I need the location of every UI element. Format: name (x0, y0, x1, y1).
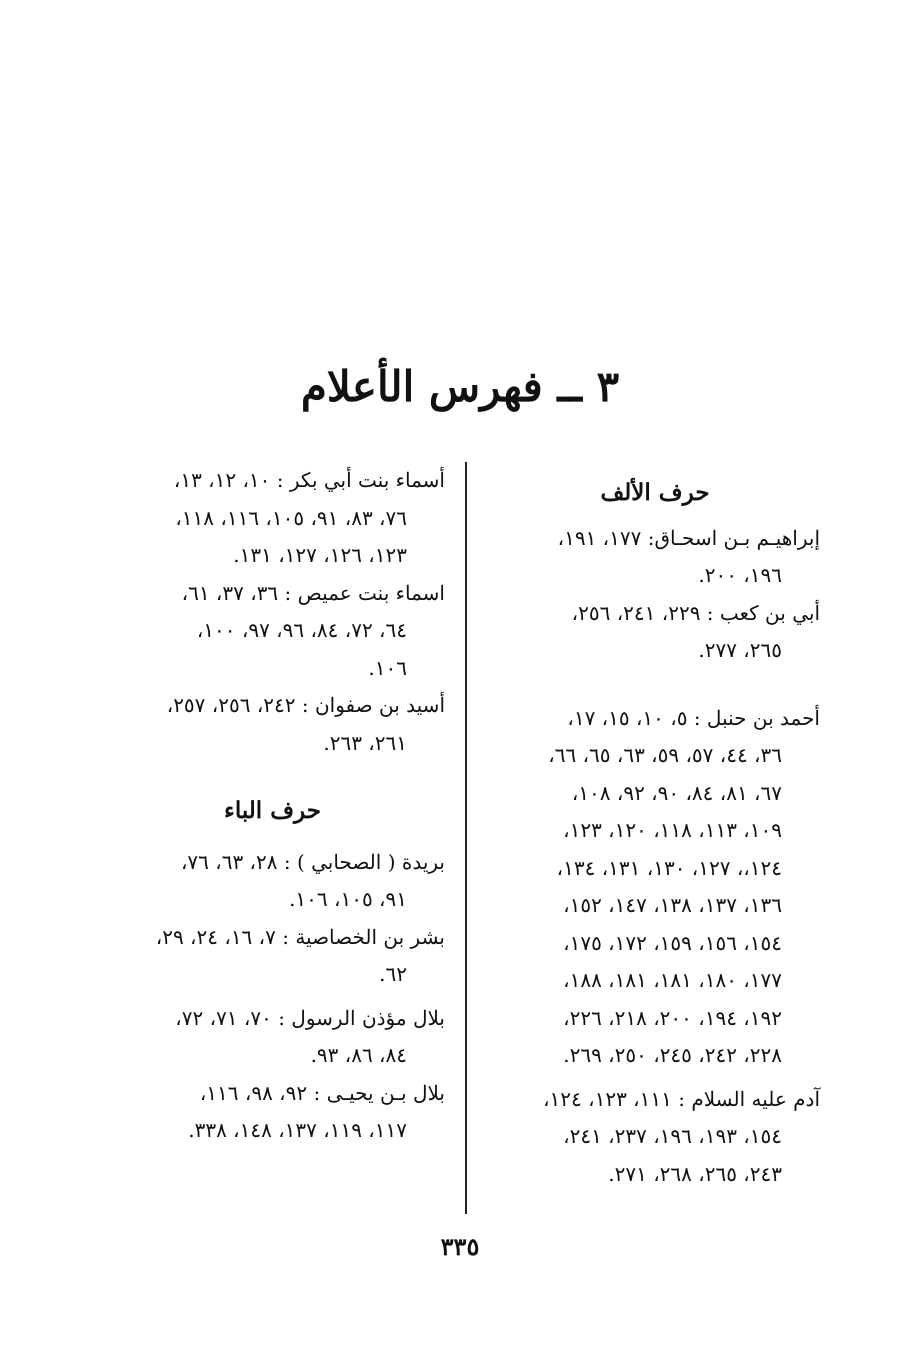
entry-line: بشر بن الخصاصية : ٧، ١٦، ٢٤، ٢٩، (155, 924, 445, 949)
index-entry (100, 1000, 445, 1075)
entry-line: ٦٢. (379, 962, 407, 986)
entry-line: أبي بن كعب : ٢٢٩، ٢٤١، ٢٥٦، (571, 600, 820, 625)
entry-line: ١٠٦. (368, 655, 407, 680)
entry-line: أحمد بن حنبل : ٥، ١٠، ١٥، ١٧، (567, 705, 820, 730)
index-entry (100, 919, 445, 994)
entry-line: ١٩٢، ١٩٤، ٢٠٠، ٢١٨، ٢٢٦، (563, 1005, 782, 1030)
entry-line: ٢٦١، ٢٦٣. (323, 730, 407, 755)
entry-line: ٧٦، ٨٣، ٩١، ١٠٥، ١١٦، ١١٨، (175, 505, 407, 530)
entry-line: ١٢٤،، ١٢٧، ١٣٠، ١٣١، ١٣٤، (556, 855, 782, 880)
entry-line: ١٧٧، ١٨٠، ١٨١، ١٨١، ١٨٨، (563, 968, 782, 992)
entry-line: إبراهيـم بـن اسحـاق: ١٧٧، ١٩١، (557, 525, 820, 550)
entry-line: أسماء بنت أبي بكر : ١٠، ١٢، ١٣، (173, 468, 445, 492)
section-heading-ba: حرف الباء (224, 797, 321, 824)
index-entry (490, 1081, 820, 1194)
entry-line: ١٣٦، ١٣٧، ١٣٨، ١٤٧، ١٥٢، (563, 893, 782, 917)
index-column-left (100, 462, 445, 1150)
entry-line: ٨٤، ٨٦، ٩٣. (310, 1043, 407, 1067)
page-number: ٣٣٥ (440, 1232, 480, 1261)
entry-line: ٢٤٣، ٢٦٥، ٢٦٨، ٢٧١. (608, 1161, 782, 1186)
column-divider (465, 462, 467, 1214)
entry-line: ١٢٣، ١٢٦، ١٢٧، ١٣١. (233, 543, 407, 567)
entry-line: ١٠٩، ١١٣، ١١٨، ١٢٠، ١٢٣، (563, 818, 782, 842)
entry-line: اسماء بنت عميص : ٣٦، ٣٧، ٦١، (181, 580, 445, 605)
index-column-right (490, 462, 820, 1193)
entry-line: بريدة ( الصحابي ) : ٢٨، ٦٣، ٧٦، (180, 849, 445, 874)
index-entry (100, 687, 445, 762)
section-heading-alif: حرف الألف (600, 479, 710, 506)
index-entry (100, 462, 445, 575)
entry-line: ٢٦٥، ٢٧٧. (698, 638, 782, 662)
entry-line: ١١٧، ١١٩، ١٣٧، ١٤٨، ٣٣٨. (188, 1118, 407, 1142)
entry-line: ٣٦، ٤٤، ٥٧، ٥٩، ٦٣، ٦٥، ٦٦، (548, 743, 782, 767)
page-title: ٣ ــ فهرس الأعلام (300, 362, 620, 411)
index-entry (100, 844, 445, 919)
entry-line: بلال مؤذن الرسول : ٧٠، ٧١، ٧٢، (175, 1005, 445, 1030)
entry-line: ١٩٦، ٢٠٠. (698, 563, 782, 587)
entry-line: ١٥٤، ١٩٣، ١٩٦، ٢٣٧، ٢٤١، (563, 1124, 782, 1148)
entry-line: ٦٧، ٨١، ٨٤، ٩٠، ٩٢، ١٠٨، (571, 780, 782, 805)
entry-line: بلال بـن يحيـى : ٩٢، ٩٨، ١١٦، (199, 1080, 445, 1105)
entry-line: ٢٢٨، ٢٤٢، ٢٤٥، ٢٥٠، ٢٦٩. (563, 1043, 782, 1067)
entry-line: ١٥٤، ١٥٦، ١٥٩، ١٧٢، ١٧٥، (563, 930, 782, 955)
index-entry (490, 700, 820, 1075)
index-entry (100, 575, 445, 688)
entry-line: أسيد بن صفوان : ٢٤٢، ٢٥٦، ٢٥٧، (166, 693, 445, 717)
index-entry (490, 520, 820, 595)
index-entry (100, 1075, 445, 1150)
entry-line: آدم عليه السلام : ١١١، ١٢٣، ١٢٤، (543, 1086, 820, 1111)
entry-line: ٦٤، ٧٢، ٨٤، ٩٦، ٩٧، ١٠٠، (196, 618, 407, 642)
index-entry (490, 595, 820, 670)
entry-line: ٩١، ١٠٥، ١٠٦. (289, 887, 407, 911)
